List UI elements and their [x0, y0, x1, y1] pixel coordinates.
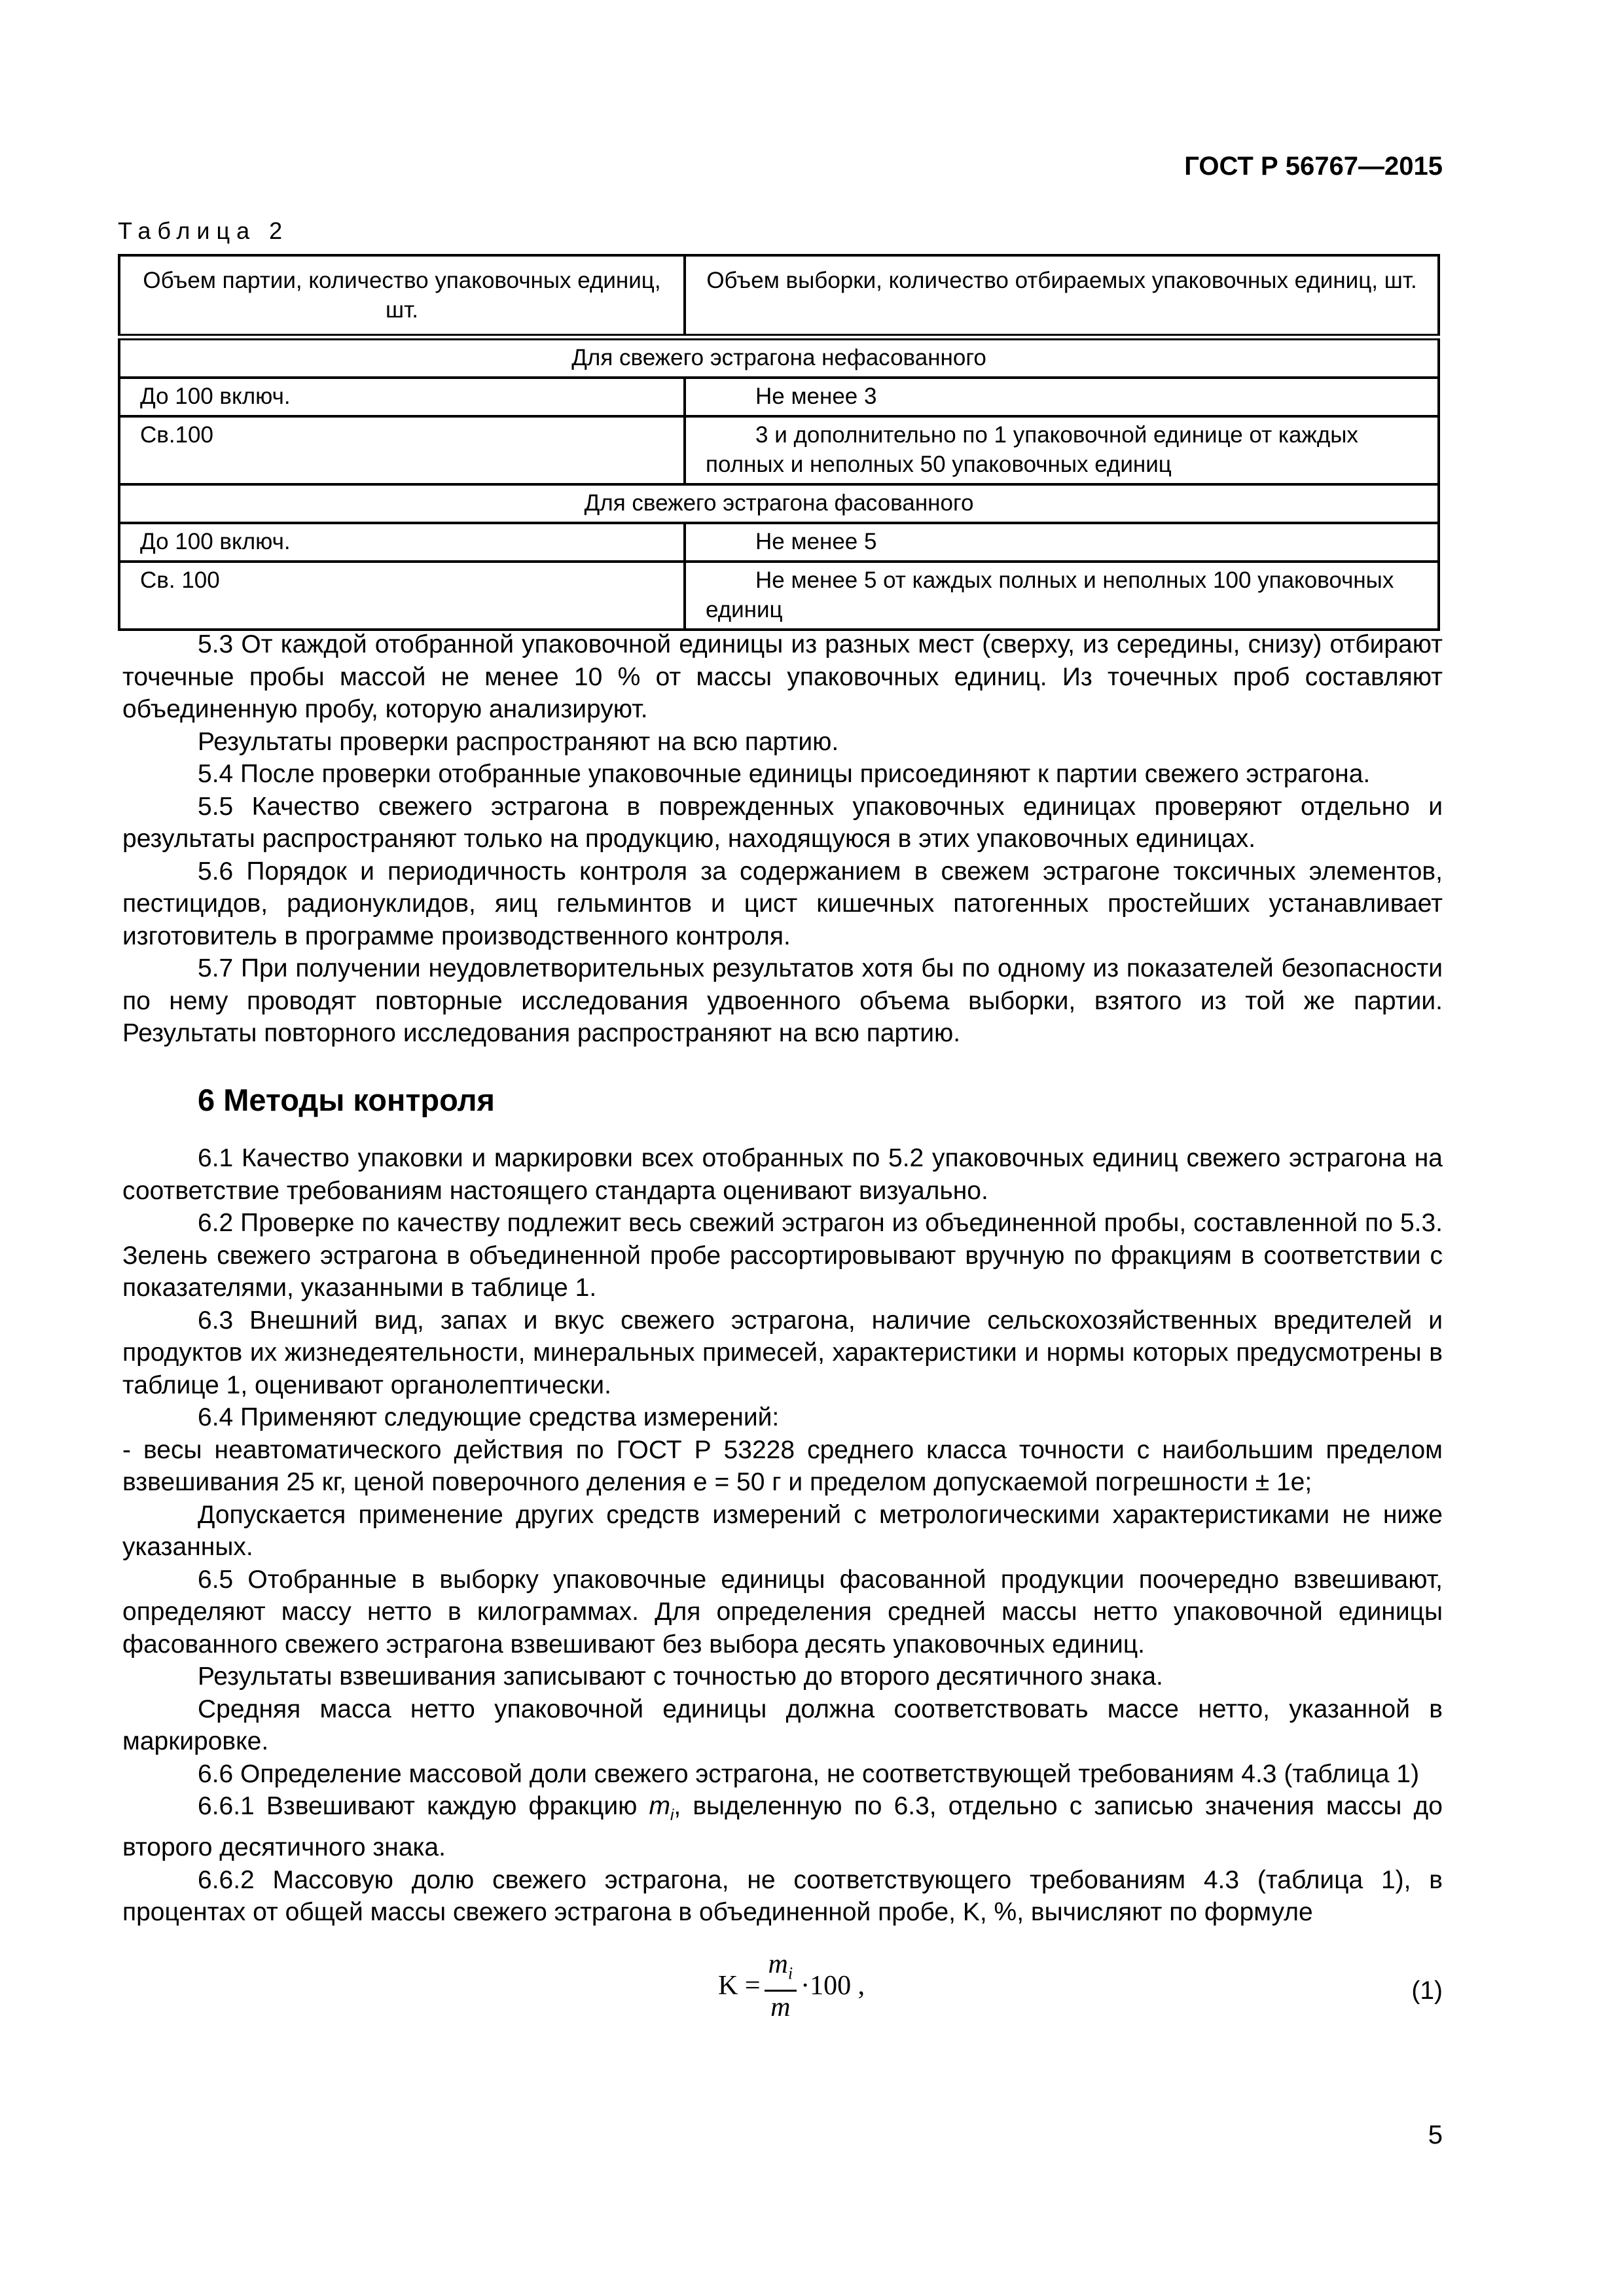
paragraph: Результаты взвешивания записывают с точностью до второго десятичного знака. — [198, 1662, 1163, 1691]
paragraph-6-6: 6.6 Определение массовой доли свежего эстрагона, не соответствующей требованиям 4.3 (таблица 1) — [198, 1759, 1420, 1788]
table-group-row — [119, 337, 1439, 378]
text: , выделенную по 6.3, отдельно с записью значения массы до второго десятичного знака. — [122, 1792, 1443, 1862]
list-item: - весы неавтоматического действия по ГОСТ Р 53228 среднего класса точности с наибольшим пределом взвешивания 25 кг, ценой поверочного деления е = 50 г и пределом допускаемой погрешности ± 1е; — [122, 1435, 1443, 1496]
sampling-table — [118, 254, 1440, 631]
table-cell: Св.100 — [119, 416, 685, 484]
table-cell: До 100 включ. — [119, 523, 685, 562]
table-row — [119, 416, 1439, 484]
table-cell: Св. 100 — [119, 562, 685, 630]
table-row — [119, 562, 1439, 630]
paragraph-6-1: 6.1 Качество упаковки и маркировки всех отобранных по 5.2 упаковочных единиц свежего эстрагона на соответствие требованиям настоящего стандарта оценивают визуально. — [122, 1144, 1443, 1205]
table-cell: Не менее 5 от каждых полных и неполных 100 упаковочных единиц — [685, 562, 1439, 630]
group-title: Для свежего эстрагона фасованного — [119, 484, 1439, 523]
paragraph-6-5: 6.5 Отобранные в выборку упаковочные единицы фасованной продукции поочередно взвешивают, определяют массу нетто в килограммах. Для определения средней массы нетто упаковочной единицы фасованного свежего эстрагона взвешивают без выбора десять упаковочных единиц. — [122, 1565, 1443, 1659]
formula-number: (1) — [1411, 1976, 1443, 2005]
column-header: Объем выборки, количество отбираемых упаковочных единиц, шт. — [685, 255, 1439, 337]
paragraph-6-3: 6.3 Внешний вид, запах и вкус свежего эстрагона, наличие сельскохозяйственных вредителей и продуктов их жизнедеятельности, минеральных примесей, характеристики и нормы которых предусмотрены в таблице 1, оценивают органолептически. — [122, 1306, 1443, 1399]
paragraph-5-3: 5.3 От каждой отобранной упаковочной единицы из разных мест (сверху, из середины, снизу) отбирают точечные пробы массой не менее 10 % от массы упаковочных единиц. Из точечных проб составляют объединенную пробу, которую анализируют. — [122, 630, 1443, 723]
group-title: Для свежего эстрагона нефасованного — [119, 337, 1439, 378]
body-text — [122, 628, 1443, 2040]
document-header: ГОСТ Р 56767—2015 — [1184, 152, 1443, 181]
paragraph-6-4: 6.4 Применяют следующие средства измерений: — [198, 1403, 780, 1431]
table-cell: Не менее 3 — [685, 378, 1439, 416]
text: 6.6.1 Взвешивают каждую фракцию — [198, 1792, 649, 1820]
page-number: 5 — [1428, 2121, 1443, 2149]
paragraph: Средняя масса нетто упаковочной единицы должна соответствовать массе нетто, указанной в маркировке. — [122, 1695, 1443, 1755]
table-group-row — [119, 484, 1439, 523]
paragraph-6-2: 6.2 Проверке по качеству подлежит весь свежий эстрагон из объединенной пробы, составленной по 5.3. Зелень свежего эстрагона в объединенной пробе рассортировывают вручную по фракциям в соответствии с показателями, указанными в таблице 1. — [122, 1209, 1443, 1302]
formula-1 — [122, 1942, 1443, 2040]
paragraph-6-6-1 — [122, 1790, 1443, 1864]
table-cell: До 100 включ. — [119, 378, 685, 416]
paragraph: Результаты проверки распространяют на всю партию. — [198, 727, 839, 756]
paragraph-5-4: 5.4 После проверки отобранные упаковочные единицы присоединяют к партии свежего эстрагона. — [198, 760, 1371, 788]
column-header: Объем партии, количество упаковочных единиц, шт. — [119, 255, 685, 337]
paragraph: Допускается применение других средств измерений с метрологическими характеристиками не ниже указанных. — [122, 1500, 1443, 1561]
variable: m — [649, 1792, 671, 1820]
numerator-sub: i — [787, 1964, 793, 1983]
denominator: m — [770, 1992, 791, 2022]
section-heading: 6 Методы контроля — [198, 1082, 495, 1117]
table-header-row — [119, 255, 1439, 337]
subscript: i — [670, 1806, 674, 1824]
paragraph-5-7: 5.7 При получении неудовлетворительных результатов хотя бы по одному из показателей безопасности по нему проводят повторные исследования удвоенного объема выборки, взятого из той же партии. Результаты повторного исследования распространяют на всю партию. — [122, 954, 1443, 1047]
numerator-var: m — [768, 1948, 788, 1979]
table-caption: Таблица 2 — [118, 217, 289, 244]
table-row — [119, 378, 1439, 416]
paragraph-6-6-2: 6.6.2 Массовую долю свежего эстрагона, не соответствующего требованиям 4.3 (таблица 1), в процентах от общей массы свежего эстрагона в объединенной пробе, K, %, вычисляют по формуле — [122, 1865, 1443, 1927]
table-cell: 3 и дополнительно по 1 упаковочной единице от каждых полных и неполных 50 упаковочных единиц — [685, 416, 1439, 484]
fraction — [765, 1948, 797, 2024]
paragraph-5-5: 5.5 Качество свежего эстрагона в поврежденных упаковочных единицах проверяют отдельно и результаты распространяют только на продукцию, находящуюся в этих упаковочных единицах. — [122, 792, 1443, 853]
paragraph-5-6: 5.6 Порядок и периодичность контроля за содержанием в свежем эстрагоне токсичных элементов, пестицидов, радионуклидов, яиц гельминтов и цист кишечных патогенных простейших устанавливает изготовитель в программе производственного контроля. — [122, 857, 1443, 950]
numerator — [765, 1948, 797, 1992]
formula-lhs: K = — [718, 1970, 761, 2001]
formula-rhs: ·100 , — [801, 1970, 865, 2001]
table-cell: Не менее 5 — [685, 523, 1439, 562]
table-row — [119, 523, 1439, 562]
